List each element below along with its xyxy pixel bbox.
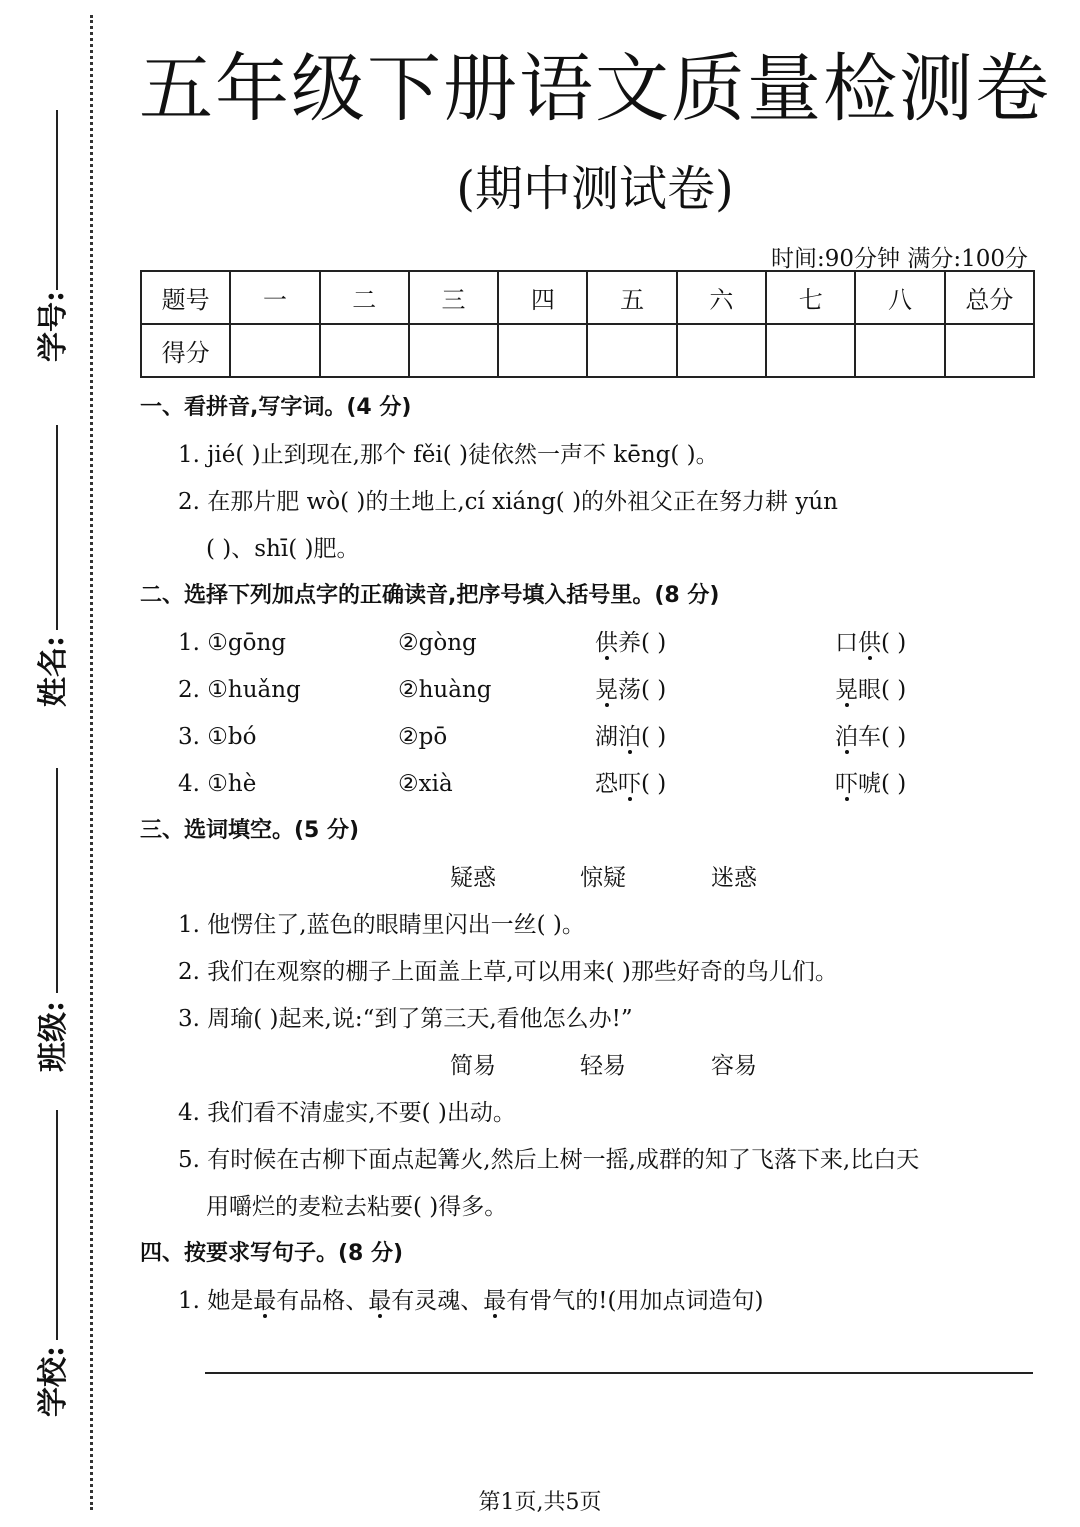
option1: 4. ①hè (178, 771, 257, 797)
word1-char-b: 吓 (618, 771, 641, 797)
word-option: 轻易 (580, 1053, 626, 1079)
score-cell[interactable] (677, 324, 766, 377)
word-option: 疑惑 (450, 865, 496, 891)
page-title: 五年级下册语文质量检测卷 (139, 46, 1051, 132)
dotted-word: 最 (253, 1288, 277, 1314)
q1-text-post: 有骨气的!(用加点词造句) (506, 1288, 764, 1314)
header-cell: 题号 (141, 271, 230, 324)
word1-char-a: 晃 (595, 677, 618, 703)
option2: ②xià (398, 771, 453, 797)
word2 (835, 717, 906, 757)
dotted-word: 最 (368, 1288, 392, 1314)
word2-char-b: 车 (858, 724, 881, 750)
word1-blank[interactable]: ( ) (641, 724, 667, 750)
word2-char-a: 吓 (835, 771, 858, 797)
section1-q2-cont[interactable]: ( )、shī( )肥。 (206, 536, 360, 562)
word2-char-a: 泊 (835, 724, 858, 750)
q1-text-pre: 1. 她是 (178, 1288, 254, 1314)
section3-q4[interactable]: 4. 我们看不清虚实,不要( )出动。 (178, 1100, 516, 1126)
header-cell: 七 (766, 271, 855, 324)
option2: ②gòng (398, 630, 477, 656)
section2-heading: 二、选择下列加点字的正确读音,把序号填入括号里。(8 分) (140, 583, 720, 608)
q1-text: 有品格、 (276, 1288, 369, 1314)
option2: ②huàng (398, 677, 492, 703)
page-footer: 第1页,共5页 (478, 1490, 602, 1515)
word1 (595, 764, 666, 804)
option1: 2. ①huǎng (178, 677, 301, 703)
dotted-word: 最 (483, 1288, 507, 1314)
header-cell: 五 (587, 271, 676, 324)
score-cell[interactable] (409, 324, 498, 377)
score-table-score-row (141, 324, 1034, 377)
word2-blank[interactable]: ( ) (881, 630, 907, 656)
section4-q1 (140, 1281, 1040, 1328)
student-no-label: 学号: (36, 290, 71, 362)
score-cell[interactable] (855, 324, 944, 377)
section3-heading: 三、选词填空。(5 分) (140, 818, 360, 843)
word1-blank[interactable]: ( ) (641, 771, 667, 797)
section1-q2[interactable]: 2. 在那片肥 wò( )的土地上,cí xiáng( )的外祖父正在努力耕 yún (178, 489, 838, 515)
word2-char-b: 供 (858, 630, 881, 656)
class-label: 班级: (36, 1000, 71, 1072)
time-info: 时间:90分钟 满分:100分 (771, 246, 1028, 272)
header-cell: 四 (498, 271, 587, 324)
exam-content (140, 388, 1040, 1328)
section2-row (140, 623, 1040, 670)
section2-row (140, 717, 1040, 764)
section1-q1[interactable]: 1. jié( )止到现在,那个 fěi( )徒依然一声不 kēng( )。 (178, 442, 719, 468)
section1-heading: 一、看拼音,写字词。(4 分) (140, 395, 412, 420)
word1-char-a: 湖 (595, 724, 618, 750)
word1 (595, 717, 666, 757)
cut-line (90, 15, 93, 1510)
option2: ②pō (398, 724, 448, 750)
section3-q5[interactable]: 5. 有时候在古柳下面点起篝火,然后上树一摇,成群的知了飞落下来,比白天 (178, 1147, 920, 1173)
word2-char-a: 晃 (835, 677, 858, 703)
score-table-header-row (141, 271, 1034, 324)
word2-char-a: 口 (835, 630, 858, 656)
word2 (835, 764, 906, 804)
header-cell: 三 (409, 271, 498, 324)
score-table (140, 270, 1035, 378)
word2-char-b: 眼 (858, 677, 881, 703)
word1-blank[interactable]: ( ) (641, 630, 667, 656)
word-option: 容易 (711, 1053, 757, 1079)
word2-blank[interactable]: ( ) (881, 724, 907, 750)
school-label: 学校: (36, 1345, 71, 1417)
answer-line[interactable] (205, 1372, 1033, 1374)
word1-char-a: 恐 (595, 771, 618, 797)
school-line[interactable] (56, 1110, 58, 1340)
word2-blank[interactable]: ( ) (881, 677, 907, 703)
name-label: 姓名: (36, 635, 71, 707)
section3-q1[interactable]: 1. 他愣住了,蓝色的眼睛里闪出一丝( )。 (178, 912, 585, 938)
word-bank-2 (140, 1046, 1040, 1093)
section3-q3[interactable]: 3. 周瑜( )起来,说:“到了第三天,看他怎么办!” (178, 1006, 633, 1032)
score-cell[interactable] (766, 324, 855, 377)
name-line[interactable] (56, 425, 58, 630)
section3-q2[interactable]: 2. 我们在观察的棚子上面盖上草,可以用来( )那些好奇的鸟儿们。 (178, 959, 838, 985)
word-option: 惊疑 (580, 865, 626, 891)
word-bank-1 (140, 858, 1040, 905)
option1: 3. ①bó (178, 724, 257, 750)
word-option: 简易 (450, 1053, 496, 1079)
binding-margin (0, 0, 110, 1527)
word1-blank[interactable]: ( ) (641, 677, 667, 703)
score-cell[interactable] (230, 324, 319, 377)
word1-char-b: 荡 (618, 677, 641, 703)
word-option: 迷惑 (711, 865, 757, 891)
page-subtitle: (期中测试卷) (456, 161, 734, 217)
score-cell[interactable] (587, 324, 676, 377)
word2 (835, 623, 906, 663)
score-cell[interactable] (945, 324, 1034, 377)
score-cell[interactable] (498, 324, 587, 377)
header-cell: 总分 (945, 271, 1034, 324)
section2-row (140, 670, 1040, 717)
section2-row (140, 764, 1040, 811)
word2-char-b: 唬 (858, 771, 881, 797)
word1-char-a: 供 (595, 630, 618, 656)
header-cell: 八 (855, 271, 944, 324)
header-cell: 二 (320, 271, 409, 324)
option1: 1. ①gōng (178, 630, 286, 656)
q1-text: 有灵魂、 (391, 1288, 484, 1314)
section4-heading: 四、按要求写句子。(8 分) (140, 1241, 404, 1266)
class-line[interactable] (56, 768, 58, 993)
word2-blank[interactable]: ( ) (881, 771, 907, 797)
header-cell: 一 (230, 271, 319, 324)
score-label-cell: 得分 (141, 324, 230, 377)
student-no-line[interactable] (56, 110, 58, 290)
score-cell[interactable] (320, 324, 409, 377)
word1-char-b: 泊 (618, 724, 641, 750)
word1 (595, 670, 666, 710)
word1 (595, 623, 666, 663)
header-cell: 六 (677, 271, 766, 324)
word1-char-b: 养 (618, 630, 641, 656)
word2 (835, 670, 906, 710)
section3-q5-cont[interactable]: 用嚼烂的麦粒去粘要( )得多。 (206, 1194, 508, 1220)
